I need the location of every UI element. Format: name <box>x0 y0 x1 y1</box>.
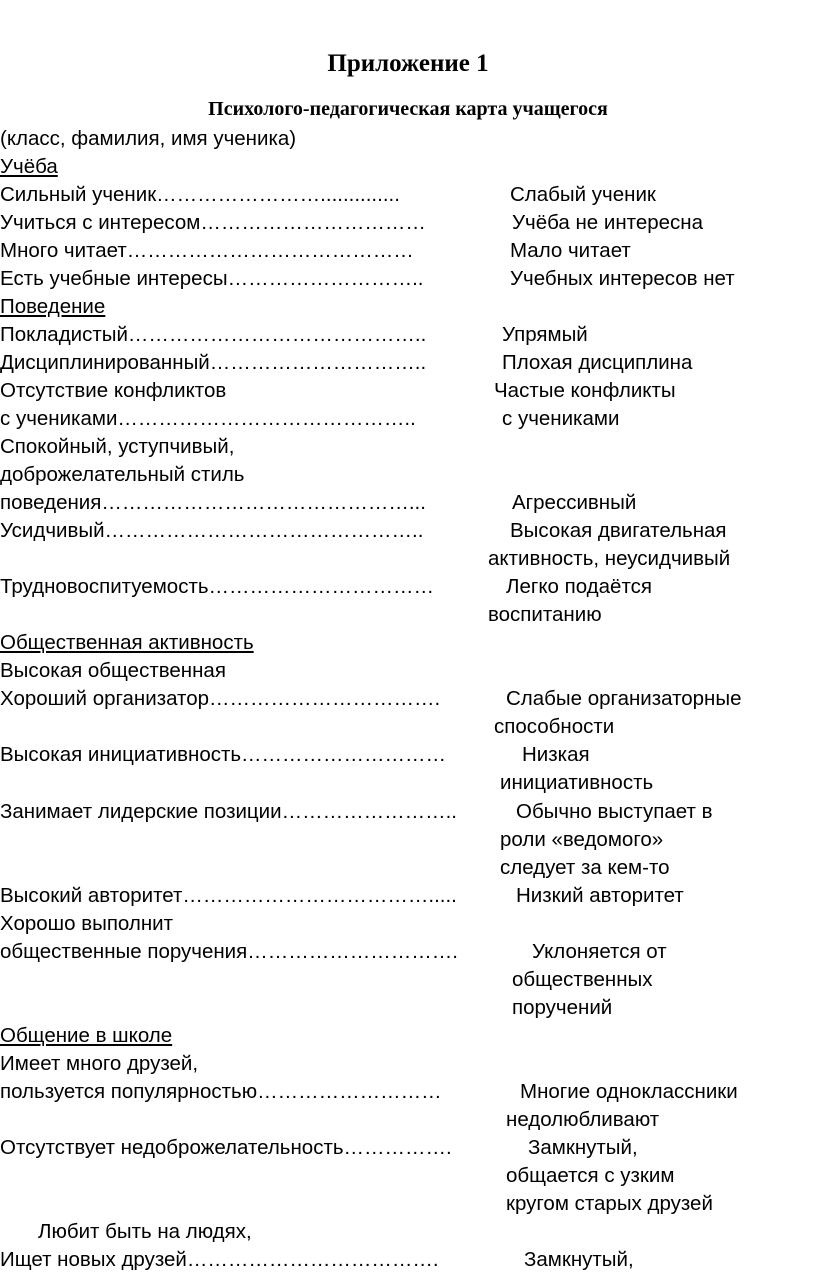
social-good-line: Хорошо выполнит <box>0 912 173 935</box>
row-right-cont: общественных <box>512 968 653 991</box>
row-left: Хороший организатор……………………………. <box>0 687 441 710</box>
row-right-cont: следует за кем-то <box>500 856 670 879</box>
row-left: Занимает лидерские позиции…………………….. <box>0 800 457 823</box>
document-title: Психолого-педагогическая карта учащегося <box>208 98 608 120</box>
social-high-line: Высокая общественная <box>0 659 226 682</box>
row-left: Высокий авторитет………………………………..... <box>0 884 457 907</box>
row-right: Учёба не интересна <box>512 211 703 234</box>
row-right: с учениками <box>502 407 620 430</box>
row-right: Уклоняется от <box>532 940 667 963</box>
row-right: Мало читает <box>510 239 631 262</box>
row-right-cont: воспитанию <box>488 603 602 626</box>
row-left: с учениками…………………………………….. <box>0 407 416 430</box>
behavior-calm-line2: доброжелательный стиль <box>0 463 245 486</box>
row-left: Отсутствует недоброжелательность……………. <box>0 1136 452 1159</box>
communication-people-line: Любит быть на людях, <box>38 1220 252 1243</box>
row-right: Замкнутый, <box>528 1136 638 1159</box>
row-right: Учебных интересов нет <box>510 267 735 290</box>
row-left: Ищет новых друзей………………………………. <box>0 1248 439 1271</box>
row-right: Замкнутый, <box>524 1248 634 1271</box>
row-left: Трудновоспитуемость…………………………… <box>0 575 435 598</box>
row-right: Легко подаётся <box>506 575 652 598</box>
row-left: Высокая инициативность………………………… <box>0 743 447 766</box>
row-left: поведения………………………………………... <box>0 491 426 514</box>
communication-friends-line: Имеет много друзей, <box>0 1052 199 1075</box>
row-right: Упрямый <box>502 323 588 346</box>
row-right-cont: активность, неусидчивый <box>488 547 731 570</box>
subtitle: (класс, фамилия, имя ученика) <box>0 127 297 150</box>
row-right: Высокая двигательная <box>510 519 727 542</box>
row-left: Сильный ученик…………………….............. <box>0 183 400 206</box>
row-right: Частые конфликты <box>494 379 676 402</box>
appendix-heading: Приложение 1 <box>327 50 489 77</box>
row-left: Есть учебные интересы……………………….. <box>0 267 424 290</box>
row-right-cont: поручений <box>512 996 613 1019</box>
section-communication-heading: Общение в школе <box>0 1024 173 1047</box>
row-right: Слабые организаторные <box>506 687 742 710</box>
row-right-cont: недолюбливают <box>506 1108 660 1131</box>
section-study-heading: Учёба <box>0 155 58 178</box>
row-left: Отсутствие конфликтов <box>0 379 227 402</box>
row-right-cont: инициативность <box>500 771 654 794</box>
row-left: Учиться с интересом…………………………… <box>0 211 426 234</box>
row-left: Много читает…………………………………… <box>0 239 414 262</box>
row-left: Дисциплинированный………………………….. <box>0 351 427 374</box>
row-right-cont: общается с узким <box>506 1164 675 1187</box>
row-right: Слабый ученик <box>510 183 656 206</box>
section-behavior-heading: Поведение <box>0 295 106 318</box>
row-right: Низкая <box>522 743 590 766</box>
section-social-heading: Общественная активность <box>0 631 254 654</box>
row-left: пользуется популярностью……………………… <box>0 1080 442 1103</box>
row-right-cont: кругом старых друзей <box>506 1192 713 1215</box>
row-right: Плохая дисциплина <box>502 351 693 374</box>
row-left: Покладистый…………………………………….. <box>0 323 427 346</box>
row-right: Низкий авторитет <box>516 884 684 907</box>
behavior-calm-line1: Спокойный, уступчивый, <box>0 435 235 458</box>
row-right: Агрессивный <box>512 491 637 514</box>
row-left: Усидчивый……………………………………….. <box>0 519 424 542</box>
row-right: Многие одноклассники <box>520 1080 738 1103</box>
row-right-cont: способности <box>494 715 615 738</box>
row-right: Обычно выступает в <box>516 800 713 823</box>
row-left: общественные поручения…………………………. <box>0 940 458 963</box>
row-right-cont: роли «ведомого» <box>500 828 664 851</box>
